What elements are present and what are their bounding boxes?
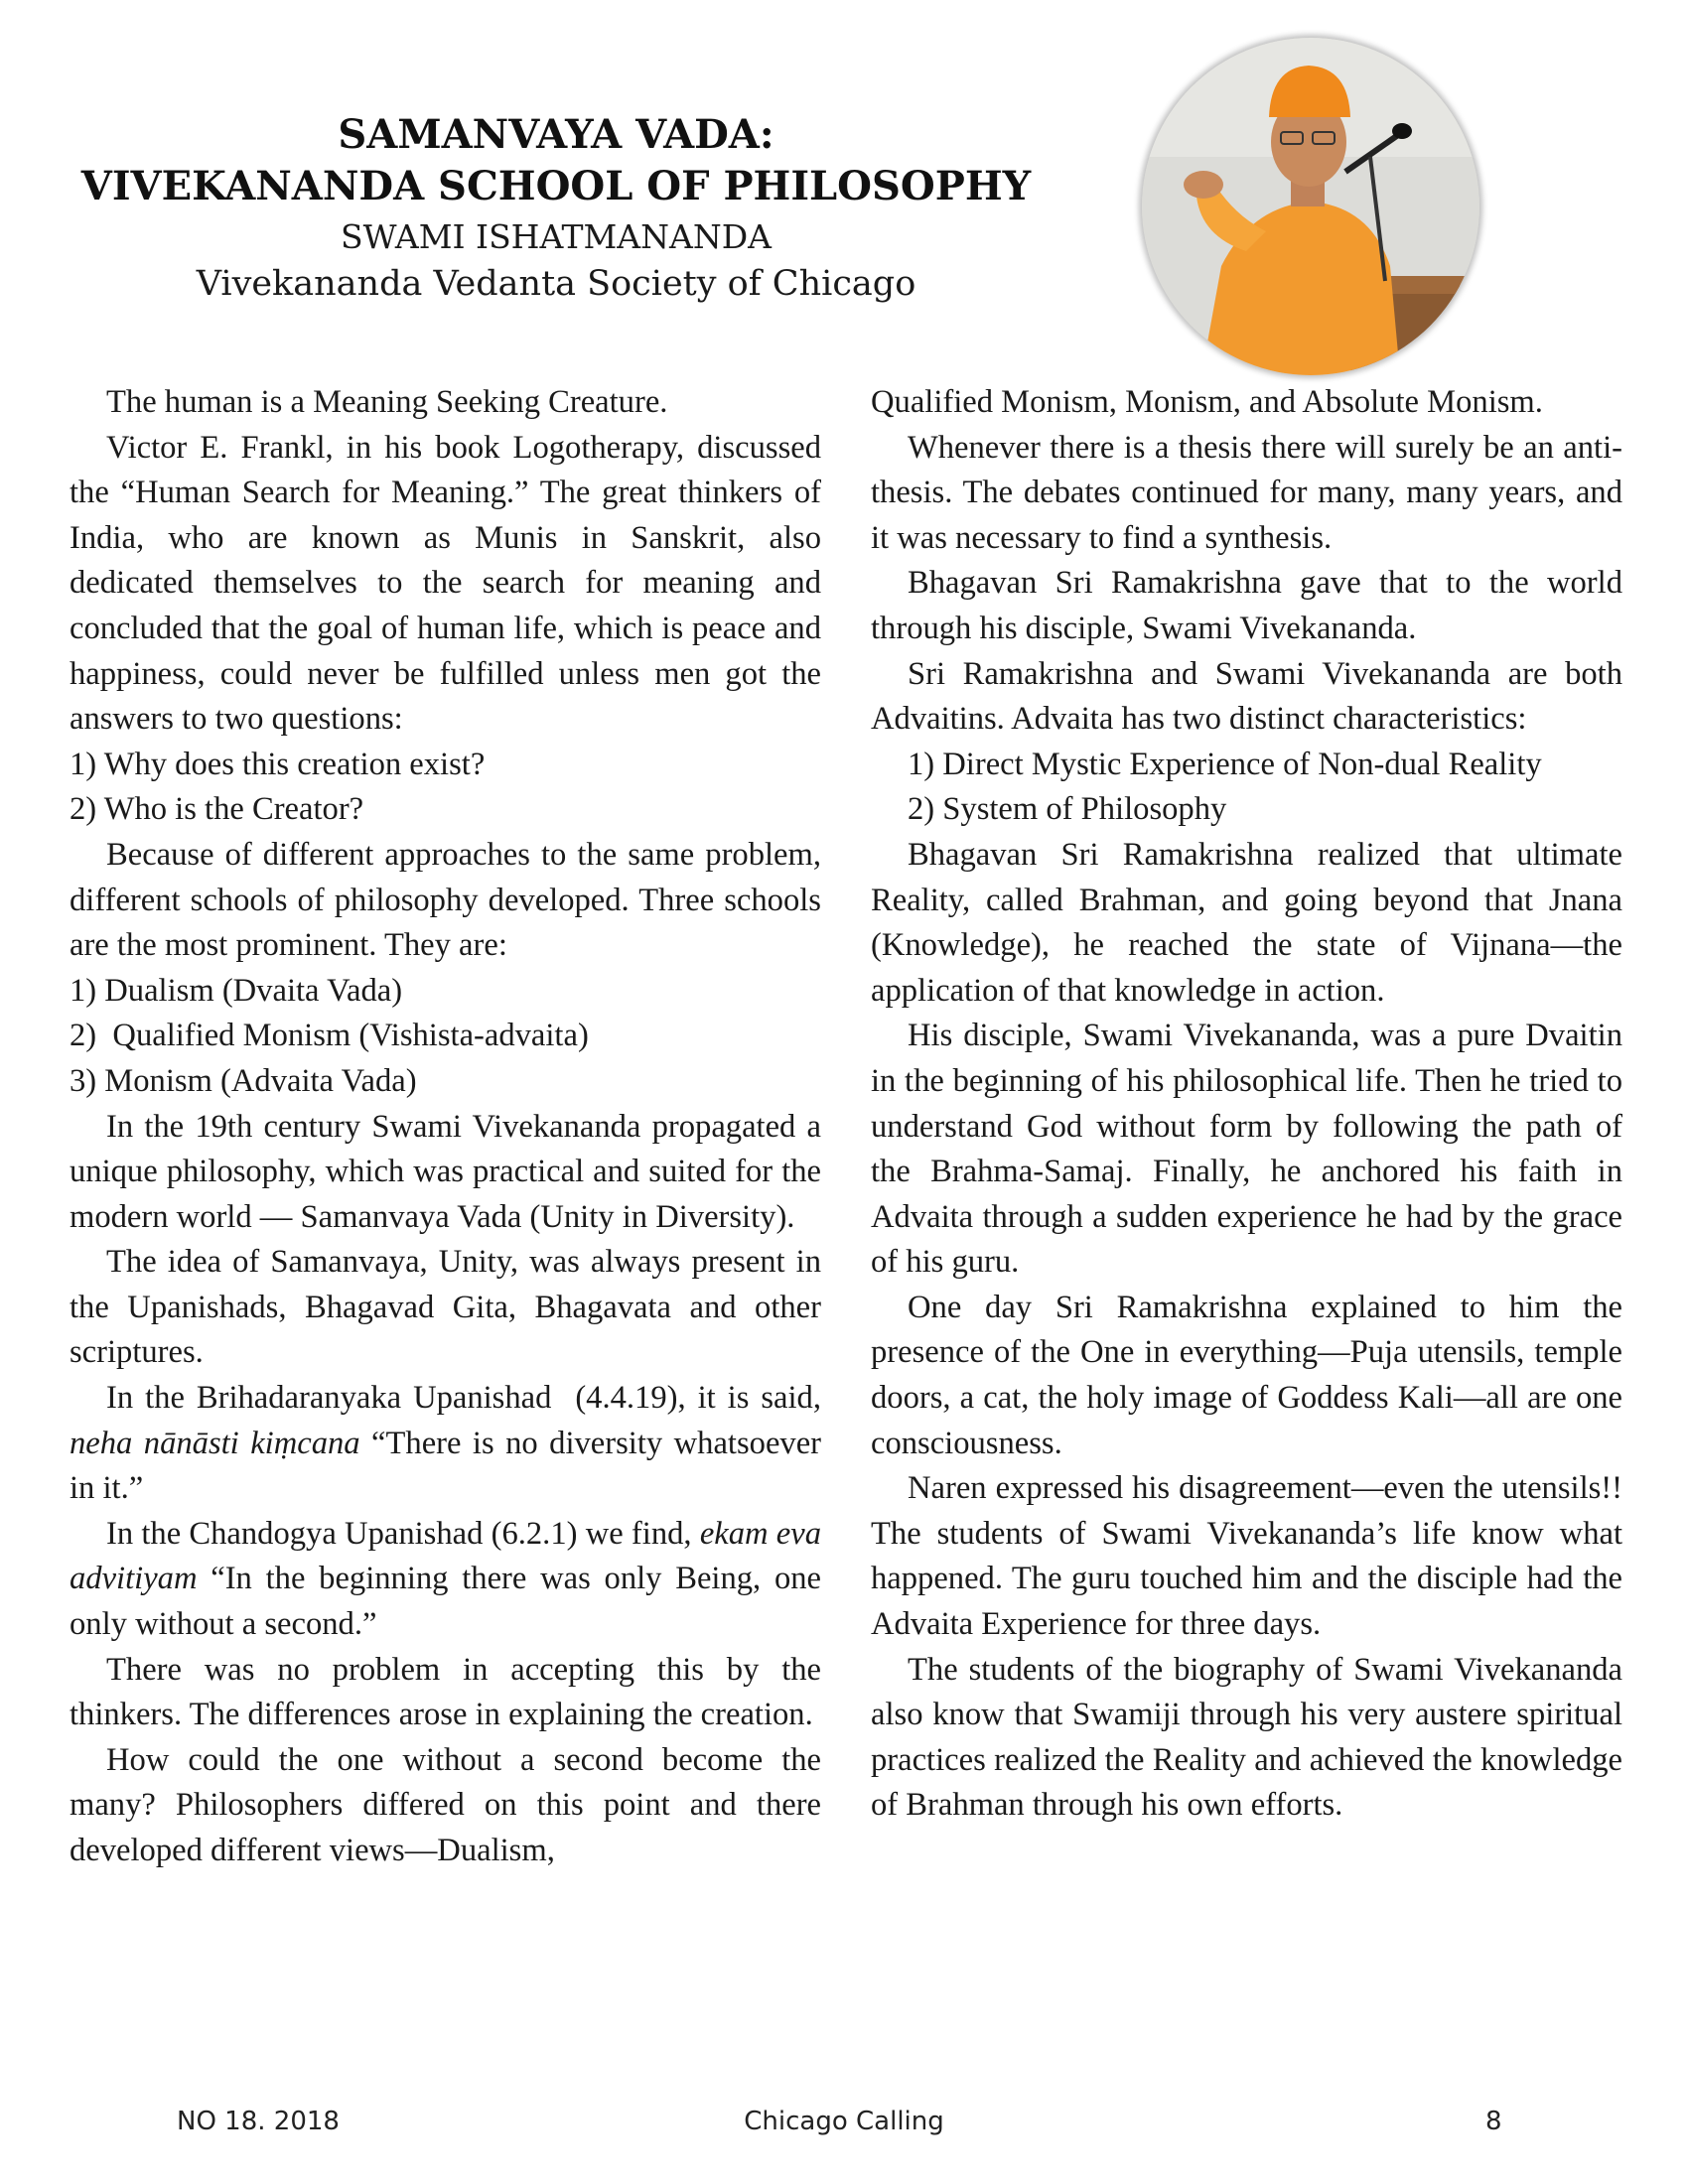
article-title-line-2: VIVEKANANDA SCHOOL OF PHILOSOPHY <box>80 163 1032 209</box>
paragraph: Because of different approaches to the same problem, different schools of philosophy developed. Three schools are the most prominent. They are: <box>70 836 821 964</box>
list-item: 1) Dualism (Dvaita Vada) <box>70 972 403 1009</box>
list-item: 1) Why does this creation exist? <box>70 746 486 782</box>
right-text-column <box>871 380 1622 1829</box>
magazine-name: Chicago Calling <box>744 2107 944 2136</box>
paragraph-text: In the Brihadaranyaka Upanishad (4.4.19), it is said, <box>106 1380 830 1417</box>
paragraph: The human is a Meaning Seeking Creature. <box>106 384 668 420</box>
list-item: 1) Direct Mystic Experience of Non-dual Reality <box>908 746 1542 782</box>
sanskrit-quote: neha nānāsti kiṃcana <box>70 1425 360 1461</box>
paragraph <box>70 1512 821 1648</box>
paragraph: Naren expressed his disagreement—even the utensils!! The students of Swami Vivekananda’s life know what happened. The guru touched him and the disciple had the Advaita Experience for three days. <box>871 1470 1622 1643</box>
paragraph: One day Sri Ramakrishna explained to him the presence of the One in everything—Puja utensils, temple doors, a cat, the holy image of Goddess Kali—all are one consciousness. <box>871 1289 1622 1461</box>
issue-number: NO 18. 2018 <box>177 2107 340 2136</box>
author-name: SWAMI ISHATMANANDA <box>341 217 772 256</box>
paragraph: In the 19th century Swami Vivekananda propagated a unique philosophy, which was practical and suited for the modern world — Samanvaya Vada (Unity in Diversity). <box>70 1108 821 1235</box>
paragraph-text: In the Chandogya Upanishad (6.2.1) we find, <box>106 1515 700 1552</box>
paragraph: Qualified Monism, Monism, and Absolute Monism. <box>871 384 1543 420</box>
left-text-column <box>70 380 830 1874</box>
article-header <box>60 109 1053 308</box>
portrait-illustration <box>1142 38 1479 375</box>
paragraph: His disciple, Swami Vivekananda, was a pure Dvaitin in the beginning of his philosophical life. Then he tried to understand God without form by following the path of the Brahma-Samaj. Finally, he anchored his faith in Advaita through a sudden experience he had by the grace of his guru. <box>871 1018 1622 1281</box>
list-item: 3) Monism (Advaita Vada) <box>70 1062 417 1099</box>
speaker-portrait-photo <box>1142 38 1479 375</box>
paragraph: Bhagavan Sri Ramakrishna gave that to the world through his disciple, Swami Vivekananda. <box>871 565 1622 646</box>
paragraph: Whenever there is a thesis there will surely be an anti-thesis. The debates continued for many, many years, and it was necessary to find a synthesis. <box>871 429 1622 556</box>
sanskrit-quote: ekam eva advitiyam <box>70 1515 821 1597</box>
article-title-line-1: SAMANVAYA VADA: <box>338 111 774 158</box>
list-item: 2) Who is the Creator? <box>70 791 364 828</box>
paragraph: The idea of Samanvaya, Unity, was always present in the Upanishads, Bhagavad Gita, Bhagavata and other scriptures. <box>70 1244 821 1371</box>
list-item: 2) System of Philosophy <box>908 791 1227 828</box>
paragraph: There was no problem in accepting this by the thinkers. The differences arose in explaining the creation. <box>70 1651 821 1733</box>
paragraph: Sri Ramakrishna and Swami Vivekananda are both Advaitins. Advaita has two distinct characteristics: <box>871 655 1622 738</box>
paragraph-text: “There is no diversity whatsoever in it.” <box>70 1425 822 1507</box>
paragraph: Bhagavan Sri Ramakrishna realized that ultimate Reality, called Brahman, and going beyond that Jnana (Knowledge), he reached the state of Vijnana—the application of that knowledge in action. <box>871 836 1622 1009</box>
paragraph: Victor E. Frankl, in his book Logotherapy, discussed the “Human Search for Meaning.” The great thinkers of India, who are known as Munis in Sanskrit, also dedicated themselves to the search for meaning and concluded that the goal of human life, which is peace and happiness, could never be fulfilled unless men got the answers to two questions: <box>70 429 821 738</box>
paragraph: The students of the biography of Swami Vivekananda also know that Swamiji through his very austere spiritual practices realized the Reality and achieved the knowledge of Brahman through his own efforts. <box>871 1651 1622 1824</box>
author-affiliation: Vivekananda Vedanta Society of Chicago <box>196 264 916 304</box>
paragraph-text: “In the beginning there was only Being, one only without a second.” <box>70 1561 821 1643</box>
paragraph: How could the one without a second become the many? Philosophers differed on this point and there developed different views—Dualism, <box>70 1741 821 1868</box>
paragraph <box>70 1376 830 1512</box>
page-number: 8 <box>1485 2107 1502 2136</box>
list-item: 2) Qualified Monism (Vishista-advaita) <box>70 1018 589 1054</box>
page-footer <box>0 2107 1688 2146</box>
